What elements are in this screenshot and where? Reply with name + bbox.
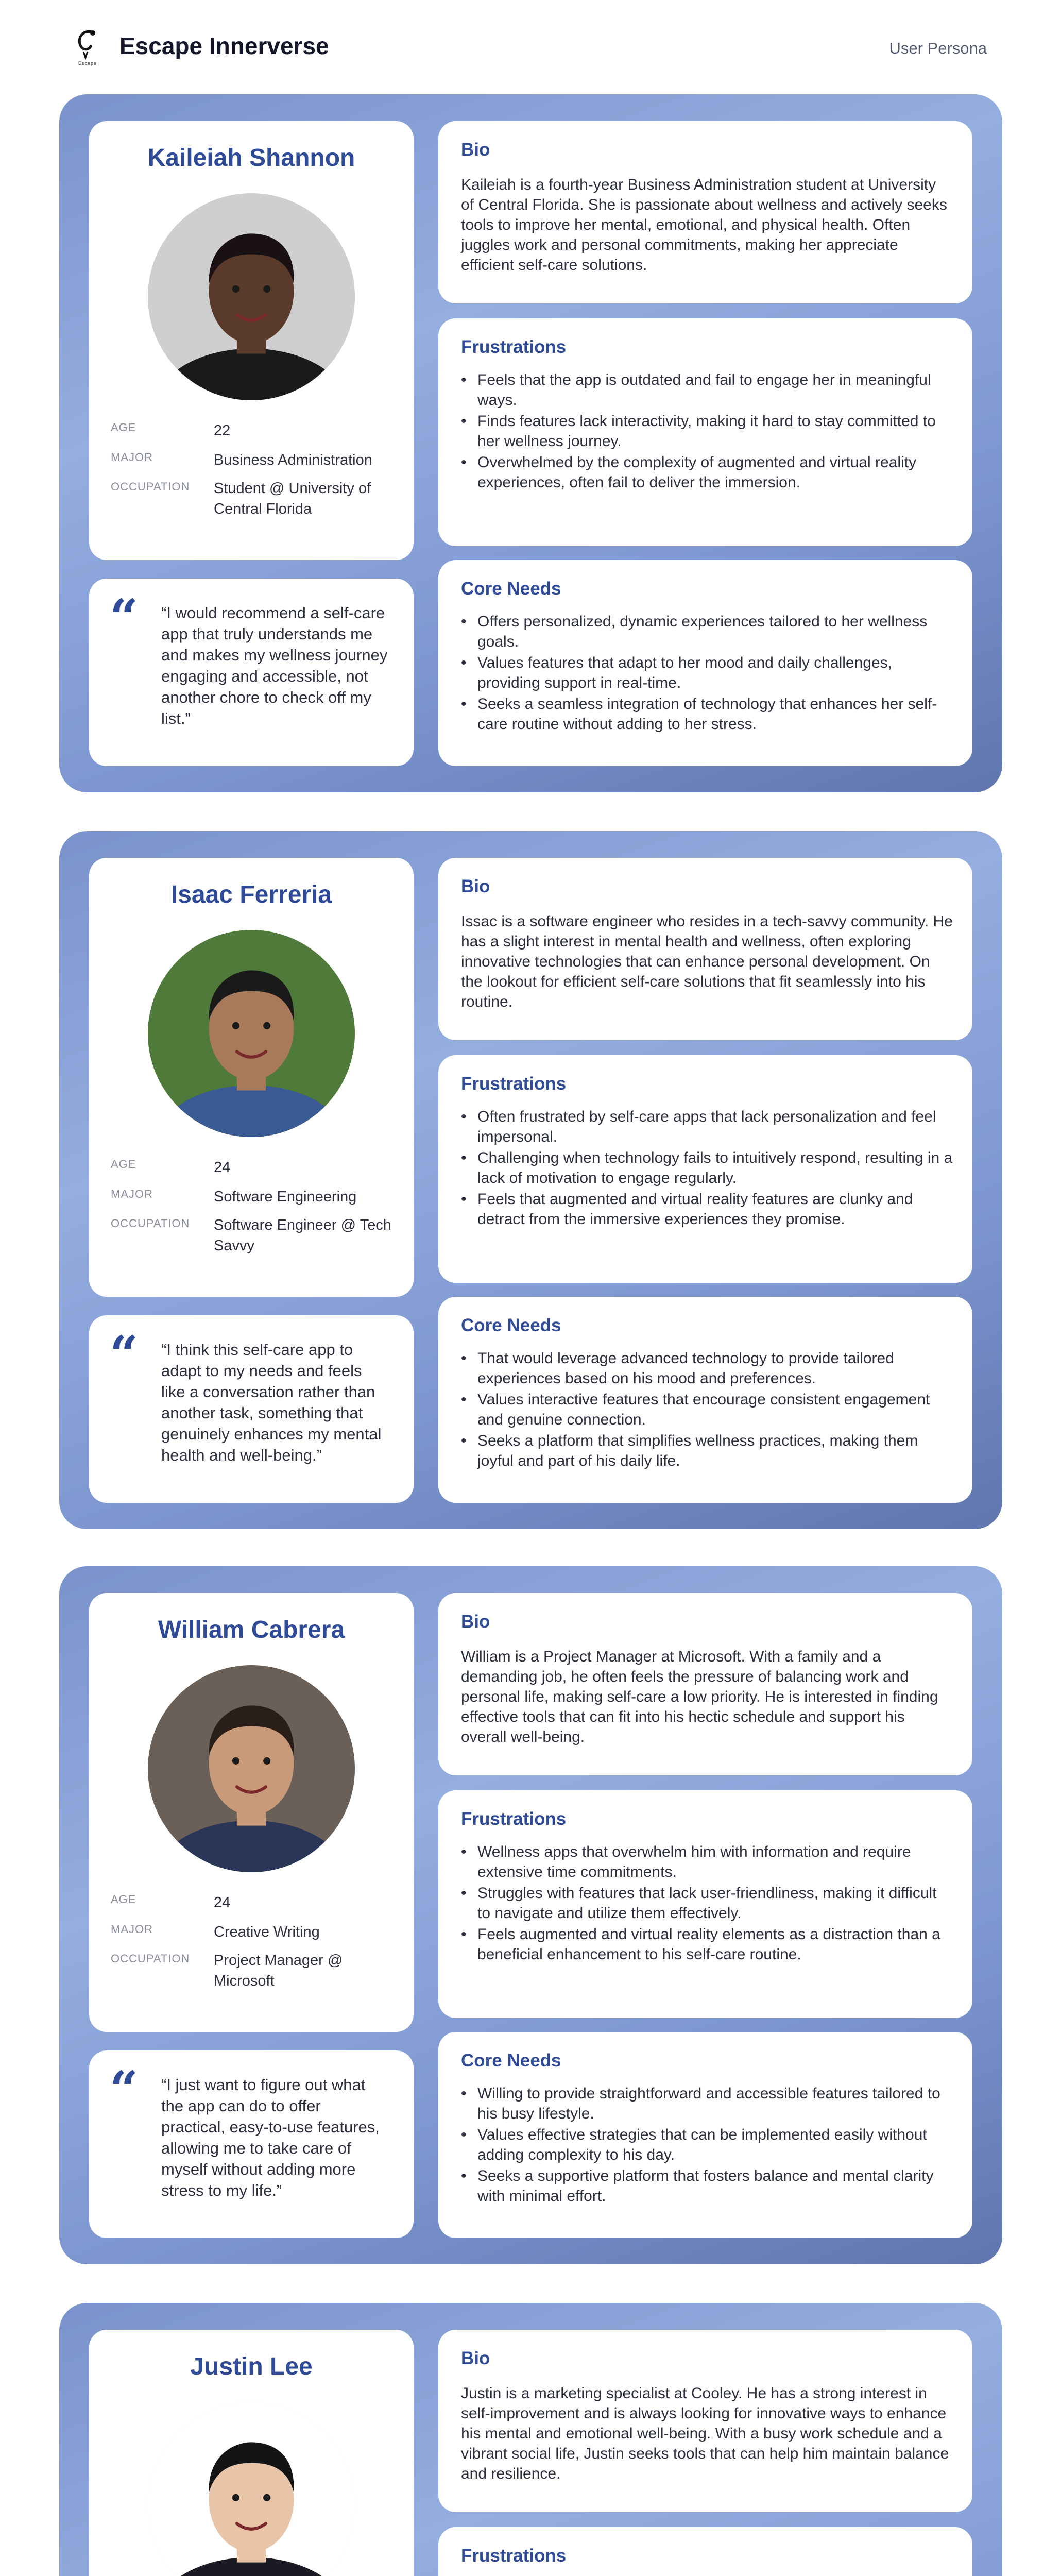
quote-text: “I would recommend a self-care app that truly understands me and makes my wellness journey engaging and accessible, not another chore to check off my list.”: [161, 604, 388, 727]
frustrations-list: [461, 1107, 953, 1230]
age-label: AGE: [111, 1158, 136, 1171]
persona-panel: [59, 831, 1002, 1529]
quote-text: “I think this self-care app to adapt to my needs and feels like a conversation rather than another task, something that genuinely enhances my mental health and well-being.”: [161, 1341, 382, 1464]
frustration-item: • Finds features lack interactivity, making it hard to stay committed to her wellness journey.: [461, 411, 953, 451]
frustrations-card: [438, 1790, 972, 2018]
major-label: MAJOR: [111, 1923, 153, 1936]
bio-text: William is a Project Manager at Microsoft. With a family and a demanding job, he often feels the pressure of balancing work and personal life, making self-care a low priority. He is interested in finding effective tools that can fit into his hectic schedule and support his overall well-being.: [461, 1648, 938, 1745]
portrait-image: [148, 930, 355, 1137]
quote-icon: “: [110, 2060, 139, 2119]
frustrations-title: Frustrations: [461, 2546, 567, 2566]
core-needs-title: Core Needs: [461, 1315, 561, 1335]
bio-title: Bio: [461, 2348, 490, 2368]
quote-card: [89, 1315, 414, 1503]
age-label: AGE: [111, 1893, 136, 1906]
major-label: MAJOR: [111, 1188, 153, 1200]
bio-card: [438, 2330, 972, 2512]
core-need-item: • Values interactive features that encourage consistent engagement and genuine connection.: [461, 1389, 953, 1430]
core-need-item: • Offers personalized, dynamic experiences tailored to her wellness goals.: [461, 612, 953, 652]
frustration-item: • Challenging when technology fails to intuitively respond, resulting in a lack of motivation to engage regularly.: [461, 1148, 953, 1188]
occupation-value: Software Engineer @ Tech Savvy: [214, 1217, 391, 1254]
core-needs-card: [438, 2032, 972, 2238]
bio-title: Bio: [461, 1612, 490, 1632]
frustrations-title: Frustrations: [461, 337, 567, 357]
quote-icon: “: [110, 588, 139, 647]
bio-title: Bio: [461, 140, 490, 160]
core-need-item: • Seeks a platform that simplifies wellness practices, making them joyful and part of his daily life.: [461, 1431, 953, 1471]
page-type-label: User Persona: [889, 39, 987, 57]
bio-card: [438, 858, 972, 1040]
core-needs-card: [438, 1297, 972, 1503]
occupation-value: Student @ University of Central Florida: [214, 480, 371, 517]
age-value: 24: [214, 1159, 231, 1176]
core-need-item: • Seeks a supportive platform that fosters balance and mental clarity with minimal effort.: [461, 2166, 953, 2206]
persona-name: Kaileiah Shannon: [147, 144, 355, 172]
frustration-item: • Wellness apps that overwhelm him with information and require extensive time commitments.: [461, 1842, 953, 1882]
frustration-item: • Overwhelmed by the complexity of augmented and virtual reality experiences, often fail to deliver the immersion.: [461, 452, 953, 493]
brand-name: Escape Innerverse: [119, 32, 329, 59]
bio-text: Kaileiah is a fourth-year Business Administration student at University of Central Florida. She is passionate about wellness and actively seeks tools to improve her mental, emotional, and physical health. Often juggles work and personal commitments, making her appreciate efficient self-care solutions.: [461, 176, 947, 274]
quote-card: [89, 2050, 414, 2238]
occupation-label: OCCUPATION: [111, 480, 190, 493]
portrait-image: [148, 2402, 355, 2576]
core-needs-list: [461, 2083, 953, 2207]
page-header: [0, 0, 1061, 98]
quote-text: “I just want to figure out what the app can do to offer practical, easy-to-use features, allowing me to take care of myself without adding more stress to my life.”: [161, 2076, 380, 2199]
occupation-label: OCCUPATION: [111, 1217, 190, 1230]
frustrations-card: [438, 1055, 972, 1283]
major-value: Creative Writing: [214, 1924, 320, 1940]
avatar: [148, 930, 355, 1137]
bio-card: [438, 121, 972, 303]
major-value: Business Administration: [214, 452, 372, 468]
avatar: [148, 2402, 355, 2576]
frustration-item: • Feels that the app is outdated and fail to engage her in meaningful ways.: [461, 370, 953, 410]
major-label: MAJOR: [111, 451, 153, 464]
major-value: Software Engineering: [214, 1189, 357, 1205]
portrait-image: [148, 193, 355, 400]
bio-text: Issac is a software engineer who resides in a tech-savvy community. He has a slight interest in mental health and wellness, often exploring innovative technologies that can enhance personal development. On the lookout for efficient self-care solutions that fit seamlessly into his routine.: [461, 913, 953, 1010]
frustrations-card: [438, 2527, 972, 2576]
frustrations-card: [438, 318, 972, 546]
persona-name: Isaac Ferreria: [170, 881, 332, 908]
core-need-item: • Values effective strategies that can be implemented easily without adding complexity to his day.: [461, 2125, 953, 2165]
quote-card: [89, 579, 414, 766]
occupation-label: OCCUPATION: [111, 1952, 190, 1965]
bio-card: [438, 1593, 972, 1775]
age-label: AGE: [111, 421, 136, 434]
core-need-item: • Values features that adapt to her mood and daily challenges, providing support in real-time.: [461, 653, 953, 693]
core-needs-list: [461, 612, 953, 735]
persona-panel: [59, 94, 1002, 792]
occupation-value: Project Manager @ Microsoft: [214, 1952, 343, 1989]
core-needs-card: [438, 560, 972, 766]
core-need-item: • Seeks a seamless integration of technology that enhances her self-care routine without adding to her stress.: [461, 694, 953, 734]
persona-name: William Cabrera: [158, 1616, 345, 1643]
bio-text: Justin is a marketing specialist at Cooley. He has a strong interest in self-improvement and is always looking for innovative ways to enhance his mental and emotional well-being. With a busy work schedule and a vibrant social life, Justin seeks tools that can help him maintain balance and resilience.: [461, 2385, 949, 2482]
frustration-item: • Struggles with features that lack user-friendliness, making it difficult to navigate and utilize them effectively.: [461, 1883, 953, 1923]
avatar: [148, 1665, 355, 1872]
core-need-item: • Willing to provide straightforward and accessible features tailored to his busy lifestyle.: [461, 2083, 953, 2124]
quote-icon: “: [110, 1325, 139, 1383]
core-needs-list: [461, 1348, 953, 1472]
profile-card: [89, 1593, 414, 2032]
frustration-item: • Feels that augmented and virtual reality features are clunky and detract from the immersive experiences they promise.: [461, 1189, 953, 1229]
bio-title: Bio: [461, 876, 490, 896]
frustrations-title: Frustrations: [461, 1074, 567, 1094]
frustrations-list: [461, 1842, 953, 1965]
age-value: 24: [214, 1894, 231, 1911]
profile-card: [89, 2330, 414, 2576]
logo-caption: Escape: [78, 61, 97, 66]
frustration-item: • Feels augmented and virtual reality elements as a distraction than a beneficial enhancement to his self-care routine.: [461, 1924, 953, 1964]
frustrations-list: [461, 370, 953, 494]
profile-card: [89, 121, 414, 560]
age-value: 22: [214, 422, 231, 439]
profile-card: [89, 858, 414, 1297]
frustration-item: • Often frustrated by self-care apps that lack personalization and feel impersonal.: [461, 1107, 953, 1147]
avatar: [148, 193, 355, 400]
core-need-item: • That would leverage advanced technology to provide tailored experiences based on his mood and preferences.: [461, 1348, 953, 1388]
persona-panel: [59, 1566, 1002, 2264]
persona-panel: [59, 2303, 1002, 2576]
core-needs-title: Core Needs: [461, 579, 561, 599]
portrait-image: [148, 1665, 355, 1872]
frustrations-title: Frustrations: [461, 1809, 567, 1829]
persona-name: Justin Lee: [190, 2353, 313, 2380]
core-needs-title: Core Needs: [461, 2050, 561, 2071]
